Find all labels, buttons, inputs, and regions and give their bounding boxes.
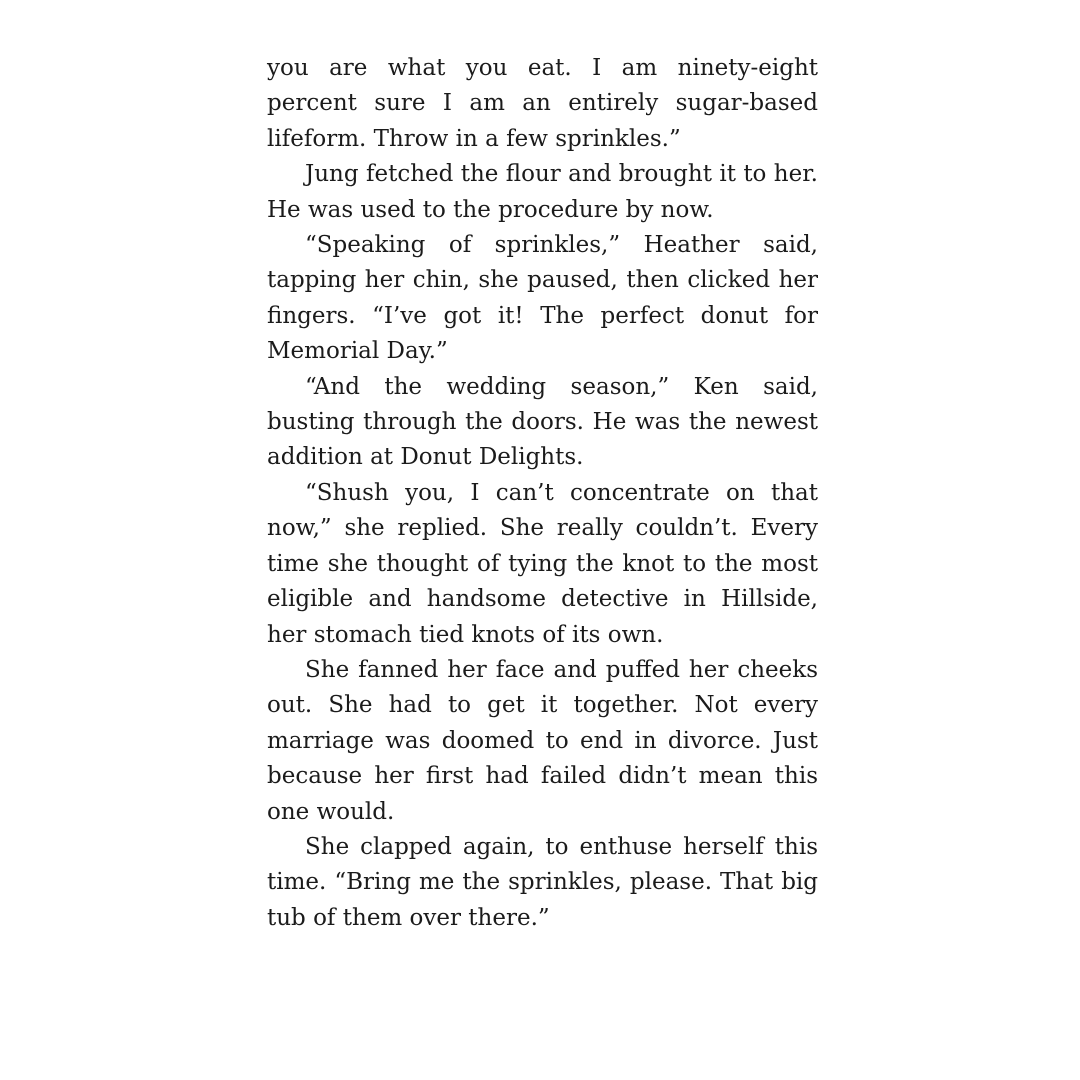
paragraph-5: “Shush you, I can’t concentrate on that now,” she replied. She really couldn’t. Every time she thought of tying the knot to the most eligible and handsome detective in Hillside, her stomach tied knots of its own. [267,479,818,648]
page-body-text [267,51,818,936]
paragraph-7: She clapped again, to enthuse herself this time. “Bring me the sprinkles, please. That big tub of them over there.” [267,833,818,931]
paragraph-4: “And the wedding season,” Ken said, busting through the doors. He was the newest addition at Donut Delights. [267,373,818,471]
paragraph-2: Jung fetched the flour and brought it to her. He was used to the procedure by now. [267,161,818,223]
paragraph-6: She fanned her face and puffed her cheeks out. She had to get it together. Not every marriage was doomed to end in divorce. Just because her first had failed didn’t mean this one would. [267,656,818,825]
paragraph-1: you are what you eat. I am ninety-eight percent sure I am an entirely sugar-based lifeform. Throw in a few sprinkles.” [267,55,818,152]
paragraph-3: “Speaking of sprinkles,” Heather said, tapping her chin, she paused, then clicked her fingers. “I’ve got it! The perfect donut for Memorial Day.” [267,232,818,365]
